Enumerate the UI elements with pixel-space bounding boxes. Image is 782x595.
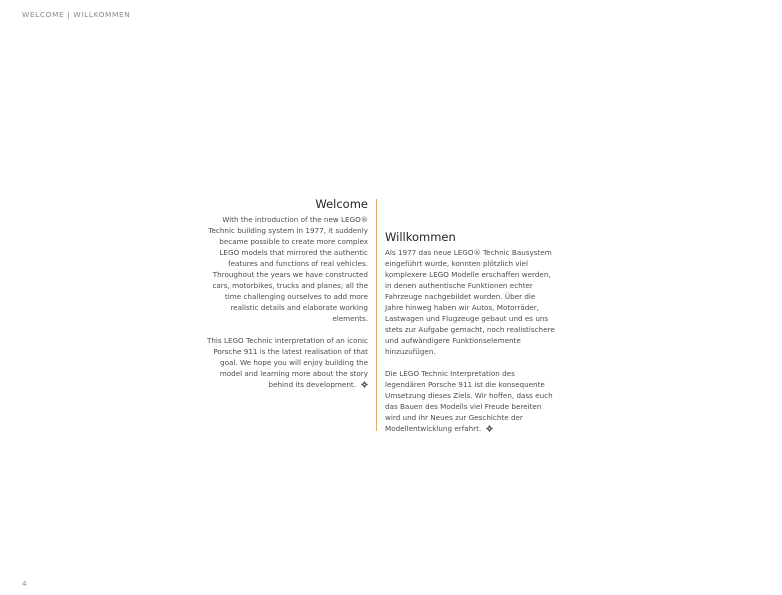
gear-icon (486, 425, 493, 432)
english-paragraph-text: This LEGO Technic interpretation of an iconic Porsche 911 is the latest realisation of that goal. We hope you will enjoy building the model and learning more about the story behind its development. (206, 336, 368, 389)
english-title: Welcome (315, 197, 368, 211)
gear-icon (361, 381, 368, 388)
german-paragraph-text: Die LEGO Technic Interpretation des legendären Porsche 911 ist die konsequente Umsetzung dieses Ziels. Wir hoffen, dass euch das Bauen des Modells viel Freude bereiten wird und ihr Neues zur Geschichte der Modellentwicklung erfahrt. (385, 369, 553, 433)
column-divider (376, 199, 377, 431)
german-column (385, 230, 555, 434)
german-paragraph (385, 368, 555, 434)
german-paragraph: Als 1977 das neue LEGO® Technic Bausystem eingeführt wurde, konnten plötzlich viel komplexere LEGO Modelle erschaffen werden, in denen authentische Funktionen echter Fahrzeuge nachgebildet wurden. Über die Jahre hinweg haben wir Autos, Motorräder, Lastwagen und Flugzeuge gebaut und es uns stets zur Aufgabe gemacht, noch realistischere und aufwändigere Funktionselemente hinzuzufügen. (385, 248, 555, 356)
page-number: 4 (22, 579, 27, 588)
header-left: WELCOME (22, 10, 65, 19)
header-separator: | (67, 10, 71, 19)
german-title: Willkommen (385, 230, 456, 244)
english-paragraph: With the introduction of the new LEGO® Technic building system in 1977, it suddenly became possible to create more complex LEGO models that mirrored the authentic features and functions of real vehicles. Throughout the years we have constructed cars, motorbikes, trucks and planes; all the time challenging ourselves to add more realistic details and elaborate working elements. (208, 215, 368, 323)
running-header (22, 10, 130, 19)
english-paragraph (200, 335, 368, 390)
english-column (200, 197, 368, 390)
header-right: WILLKOMMEN (73, 10, 131, 19)
